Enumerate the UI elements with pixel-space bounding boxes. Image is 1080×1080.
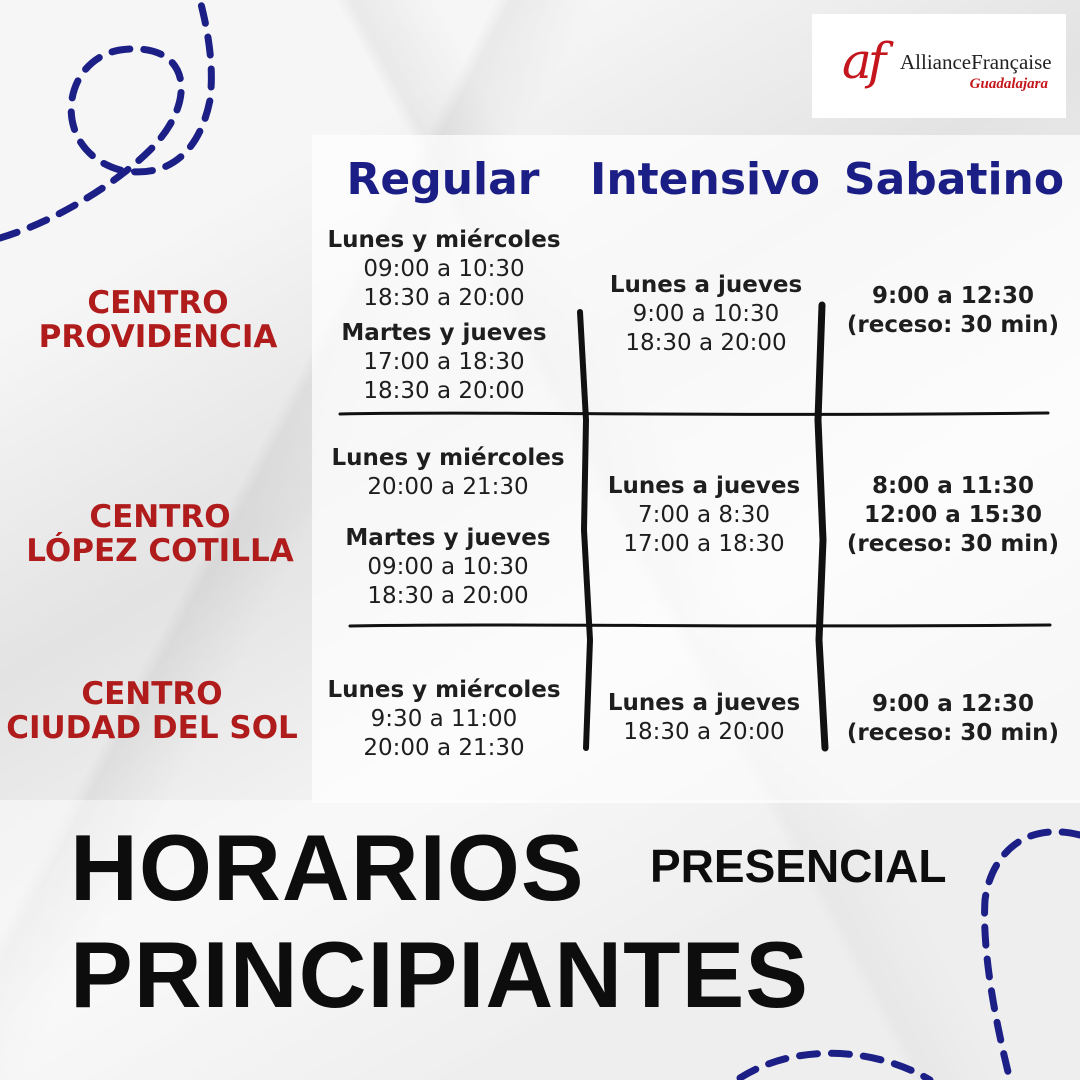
- logo-name: AllianceFrançaise: [900, 50, 1052, 74]
- dashed-loop-decoration: [0, 0, 211, 238]
- center-name-ciudad-del-sol: CENTRO CIUDAD DEL SOL: [6, 676, 298, 746]
- sabatino-cell-lopez-cotilla: 8:00 a 11:30 12:00 a 15:30 (receso: 30 min): [846, 473, 1060, 557]
- regular-cell-ciudad-del-sol: Lunes y miércoles 9:30 a 11:00 20:00 a 21:30: [327, 677, 561, 761]
- dashed-arc-decoration: [985, 832, 1080, 1080]
- dashed-bottom-decoration: [740, 1053, 930, 1080]
- title-presencial: PRESENCIAL: [650, 840, 947, 892]
- sabatino-cell-providencia: 9:00 a 12:30 (receso: 30 min): [846, 283, 1060, 338]
- intensivo-cell-lopez-cotilla: Lunes a jueves 7:00 a 8:30 17:00 a 18:30: [607, 473, 801, 557]
- logo-city: Guadalajara: [969, 76, 1048, 92]
- column-header-intensivo: Intensivo: [589, 154, 821, 205]
- regular-cell-providencia: Lunes y miércoles 09:00 a 10:30 18:30 a 20:00 Martes y jueves 17:00 a 18:30 18:30 a 20:00: [327, 227, 561, 404]
- logo: [812, 14, 1066, 118]
- column-header-regular: Regular: [346, 154, 540, 205]
- center-name-providencia: CENTRO PROVIDENCIA: [38, 285, 278, 355]
- column-header-sabatino: Sabatino: [843, 154, 1065, 205]
- logo-mark: af: [842, 32, 883, 90]
- center-name-lopez-cotilla: CENTRO LÓPEZ COTILLA: [26, 499, 294, 569]
- intensivo-cell-providencia: Lunes a jueves 9:00 a 10:30 18:30 a 20:00: [609, 272, 803, 356]
- title-horarios: HORARIOS: [70, 815, 585, 920]
- sabatino-cell-ciudad-del-sol: 9:00 a 12:30 (receso: 30 min): [846, 691, 1060, 746]
- row-divider-2: [350, 625, 1050, 626]
- regular-cell-lopez-cotilla: Lunes y miércoles 20:00 a 21:30 Martes y jueves 09:00 a 10:30 18:30 a 20:00: [331, 445, 565, 609]
- intensivo-cell-ciudad-del-sol: Lunes a jueves 18:30 a 20:00: [607, 690, 801, 745]
- row-divider-1: [340, 413, 1048, 414]
- title-principiantes: PRINCIPIANTES: [70, 922, 809, 1027]
